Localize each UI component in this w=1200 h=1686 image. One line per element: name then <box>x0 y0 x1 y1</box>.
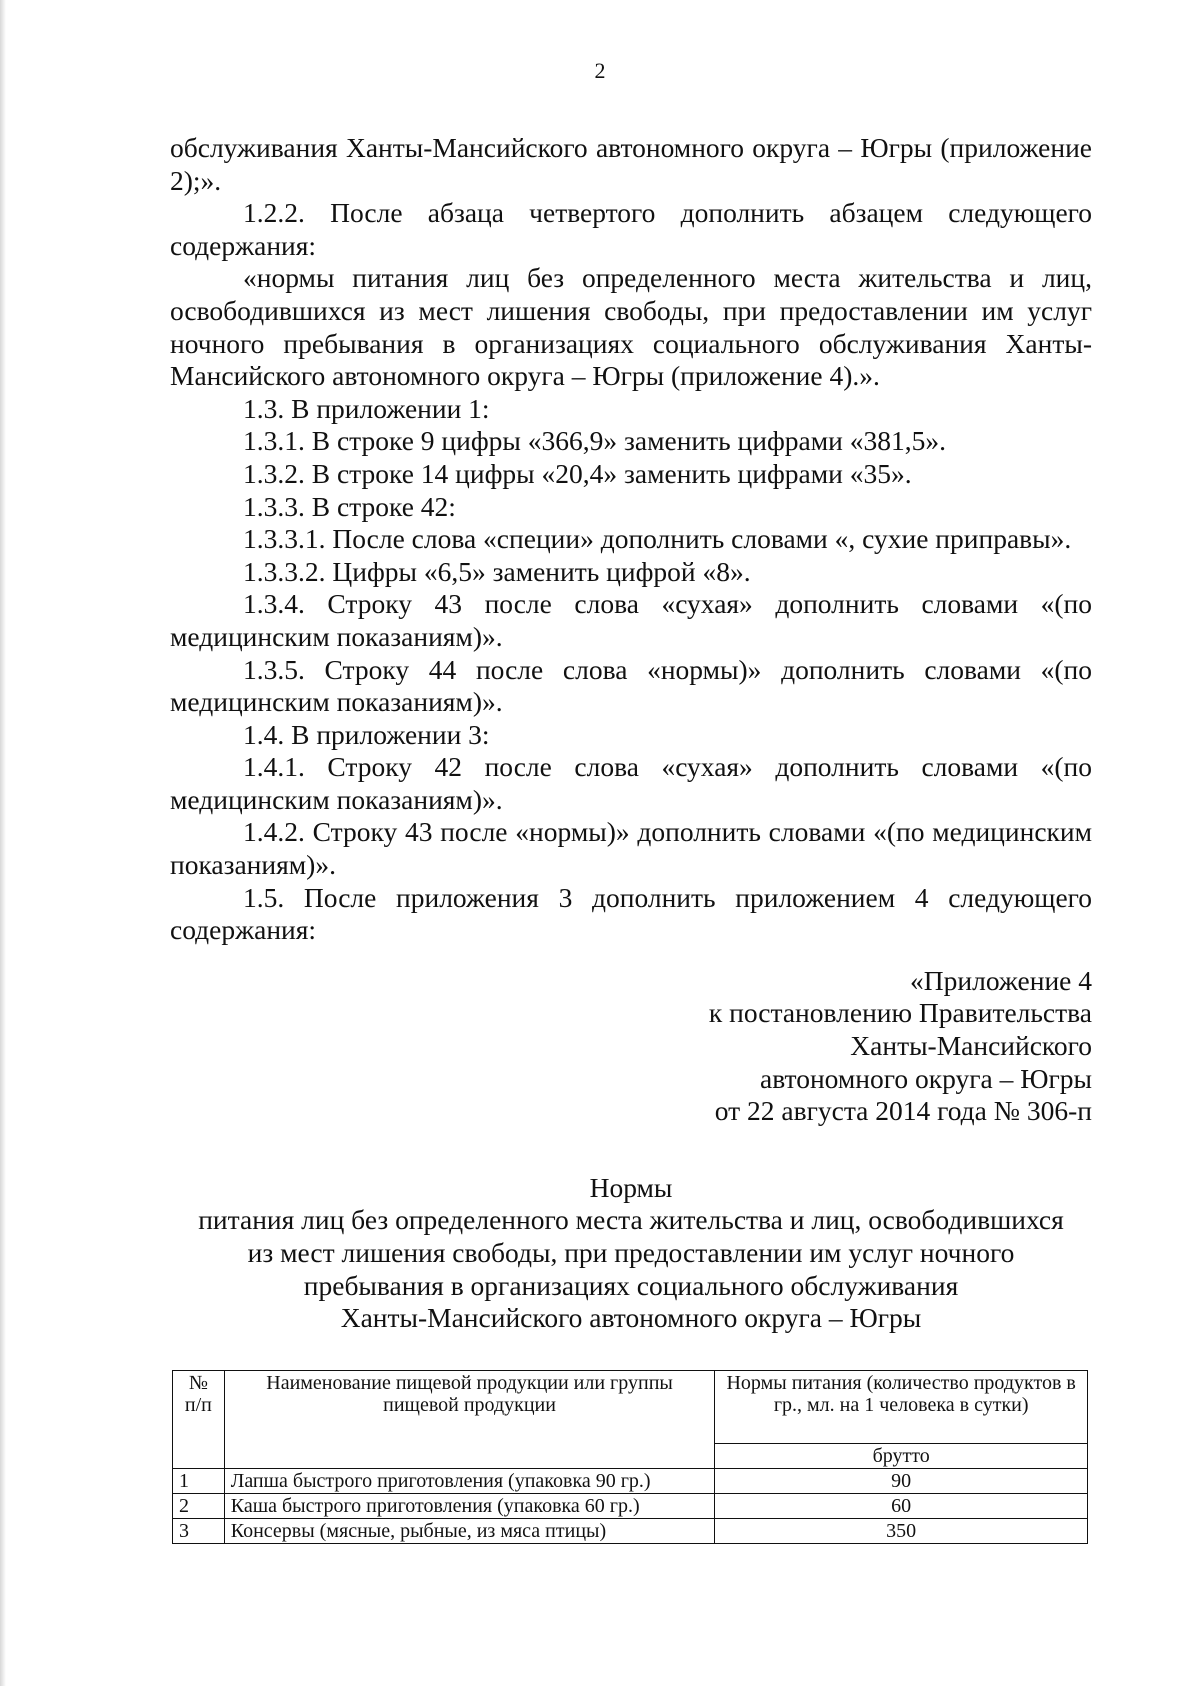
header-product-name: Наименование пищевой продукции или группы пищевой продукции <box>224 1371 715 1469</box>
paragraph: 1.3.3.2. Цифры «6,5» заменить цифрой «8». <box>243 555 751 587</box>
table-row <box>173 1494 1088 1519</box>
title-line: из мест лишения свободы, при предоставлении им услуг ночного <box>247 1237 1015 1268</box>
attachment-note-line: к постановлению Правительства <box>708 997 1092 1029</box>
paragraph: 1.5. После приложения 3 дополнить приложением 4 следующего содержания: <box>170 881 1092 946</box>
attachment-note-line: автономного округа – Югры <box>760 1062 1092 1094</box>
paragraph: 1.3. В приложении 1: <box>243 392 490 424</box>
paragraph: 1.3.4. Строку 43 после слова «сухая» дополнить словами «(по медицинским показаниям)». <box>170 588 1092 652</box>
row-value: 350 <box>715 1519 1088 1544</box>
attachment-note <box>170 965 1092 1128</box>
paragraph: 1.3.3. В строке 42: <box>243 490 456 522</box>
paragraph: 1.3.3.1. После слова «специи» дополнить словами «, сухие приправы». <box>243 523 1072 555</box>
table-row <box>173 1469 1088 1494</box>
title-line: пребывания в организациях социального обслуживания <box>303 1269 959 1301</box>
paragraph: «нормы питания лиц без определенного места жительства и лиц, освободившихся из мест лишения свободы, при предоставлении им услуг ночного пребывания в организациях социального обслуживания Ханты-Мансийского автономного округа – Югры (приложение 4).». <box>170 262 1092 392</box>
paragraph: 1.3.1. В строке 9 цифры «366,9» заменить цифрами «381,5». <box>243 425 947 457</box>
row-number: 3 <box>173 1519 225 1544</box>
table-row <box>173 1519 1088 1544</box>
header-gross: брутто <box>715 1444 1088 1469</box>
row-product-name: Лапша быстрого приготовления (упаковка 90 гр.) <box>224 1469 715 1494</box>
row-number: 2 <box>173 1494 225 1519</box>
table-header-row <box>173 1371 1088 1444</box>
attachment-note-line: «Приложение 4 <box>910 964 1092 996</box>
paragraph: 1.4. В приложении 3: <box>243 718 490 750</box>
paragraph: обслуживания Ханты-Мансийского автономного округа – Югры (приложение 2);». <box>170 132 1092 196</box>
row-value: 90 <box>715 1469 1088 1494</box>
header-number: № п/п <box>173 1371 225 1469</box>
paragraph: 1.4.1. Строку 42 после слова «сухая» дополнить словами «(по медицинским показаниям)». <box>170 751 1092 815</box>
paragraph: 1.4.2. Строку 43 после «нормы)» дополнить словами «(по медицинским показаниям)». <box>170 816 1092 881</box>
row-product-name: Каша быстрого приготовления (упаковка 60 гр.) <box>224 1494 715 1519</box>
title-line: Нормы <box>589 1171 673 1203</box>
paragraph: 1.2.2. После абзаца четвертого дополнить абзацем следующего содержания: <box>170 197 1092 261</box>
paragraph: 1.3.2. В строке 14 цифры «20,4» заменить цифрами «35». <box>243 457 912 489</box>
attachment-note-line: Ханты-Мансийского <box>850 1030 1092 1062</box>
norms-table <box>172 1370 1088 1544</box>
paragraph: 1.3.5. Строку 44 после слова «нормы)» дополнить словами «(по медицинским показаниям)». <box>170 653 1092 718</box>
row-value: 60 <box>715 1494 1088 1519</box>
row-product-name: Консервы (мясные, рыбные, из мяса птицы) <box>224 1519 715 1544</box>
scan-edge <box>0 0 6 1686</box>
page-number: 2 <box>594 58 606 83</box>
document-title <box>170 1172 1092 1335</box>
title-line: Ханты-Мансийского автономного округа – Югры <box>340 1302 922 1334</box>
document-body <box>170 132 1092 1335</box>
attachment-note-line: от 22 августа 2014 года № 306-п <box>714 1095 1092 1127</box>
title-line: питания лиц без определенного места жительства и лиц, освободившихся <box>198 1204 1064 1236</box>
row-number: 1 <box>173 1469 225 1494</box>
header-norms: Нормы питания (количество продуктов в гр., мл. на 1 человека в сутки) <box>715 1371 1088 1444</box>
